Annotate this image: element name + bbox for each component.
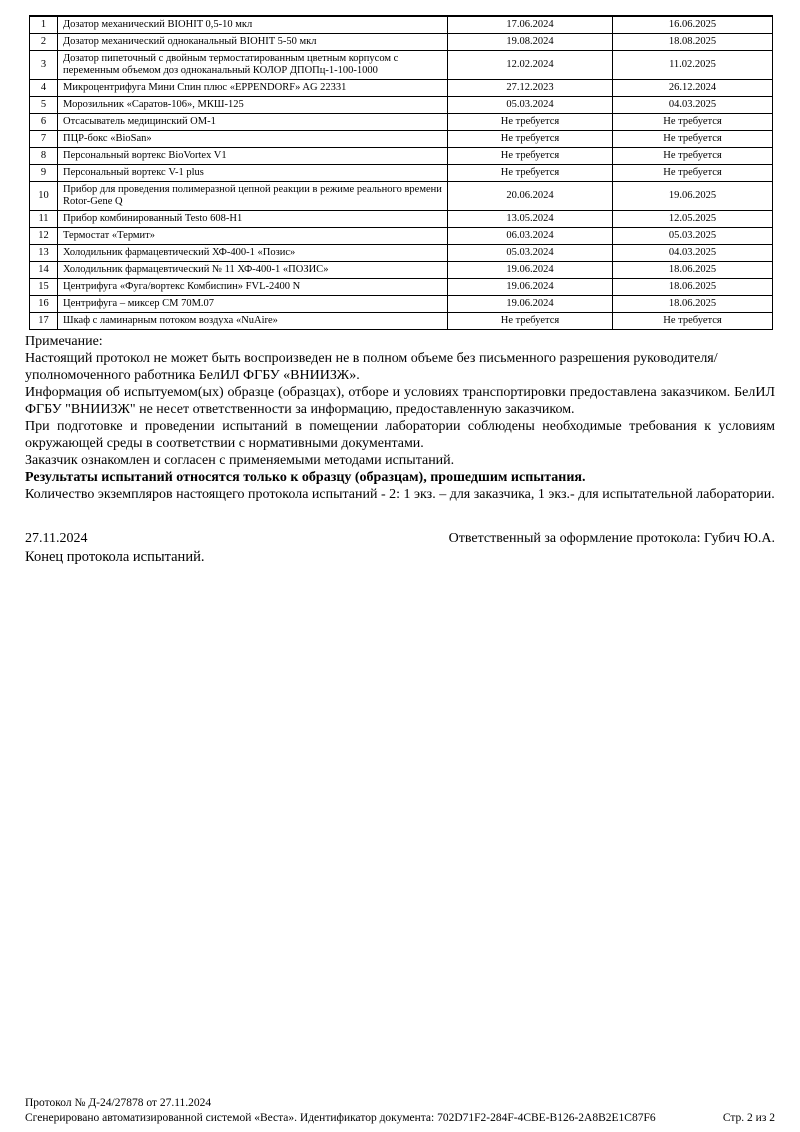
note-paragraph: Заказчик ознакомлен и согласен с применяемыми методами испытаний. xyxy=(25,453,455,468)
verification-date: Не требуется xyxy=(448,131,613,148)
table-row xyxy=(30,114,773,131)
equipment-name: Дозатор механический BIOHIT 0,5-10 мкл xyxy=(58,16,448,34)
row-number: 2 xyxy=(30,34,58,51)
verification-date: Не требуется xyxy=(448,114,613,131)
equipment-name: Холодильник фармацевтический № 11 ХФ-400-1 «ПОЗИС» xyxy=(58,262,448,279)
verification-date: 19.06.2024 xyxy=(448,279,613,296)
note-paragraph: Настоящий протокол не может быть воспроизведен не в полном объеме без письменного разрешения руководителя/уполномоченного работника БелИЛ ФГБУ «ВНИИЗЖ». xyxy=(25,351,718,383)
verification-date: 13.05.2024 xyxy=(448,211,613,228)
equipment-name: Дозатор пипеточный с двойным термостатированным цветным корпусом с переменным объемом доз одноканальный КОЛОР ДПОПц-1-100-1000 xyxy=(58,51,448,80)
verification-valid-until: 18.06.2025 xyxy=(613,296,773,313)
note-paragraph: При подготовке и проведении испытаний в помещении лаборатории соблюдены необходимые требования к условиям окружающей среды в соответствии с нормативными документами. xyxy=(25,419,775,451)
verification-date: 05.03.2024 xyxy=(448,97,613,114)
verification-date: 12.02.2024 xyxy=(448,51,613,80)
row-number: 13 xyxy=(30,245,58,262)
table-row xyxy=(30,296,773,313)
footer-generated-info: Сгенерировано автоматизированной системой «Веста». Идентификатор документа: 702D71F2-284F-4CBE-B126-2A8B2E1C87F6 xyxy=(25,1112,656,1124)
verification-valid-until: Не требуется xyxy=(613,313,773,330)
row-number: 1 xyxy=(30,16,58,34)
table-row xyxy=(30,148,773,165)
verification-valid-until: 18.06.2025 xyxy=(613,279,773,296)
verification-date: Не требуется xyxy=(448,313,613,330)
equipment-name: Шкаф с ламинарным потоком воздуха «NuAire» xyxy=(58,313,448,330)
verification-date: 19.08.2024 xyxy=(448,34,613,51)
verification-valid-until: Не требуется xyxy=(613,131,773,148)
note-paragraph: Информация об испытуемом(ых) образце (образцах), отборе и условиях транспортировки предоставлена заказчиком. БелИЛ ФГБУ "ВНИИЗЖ" не несет ответственности за информацию, предоставленную заказчиком. xyxy=(25,385,775,417)
equipment-name: Отсасыватель медицинский ОМ-1 xyxy=(58,114,448,131)
verification-valid-until: 16.06.2025 xyxy=(613,16,773,34)
note-paragraph: Количество экземпляров настоящего протокола испытаний - 2: 1 экз. – для заказчика, 1 экз.- для испытательной лаборатории. xyxy=(25,487,775,502)
verification-valid-until: 18.06.2025 xyxy=(613,262,773,279)
row-number: 10 xyxy=(30,182,58,211)
equipment-name: Микроцентрифуга Мини Спин плюс «EPPENDORF» AG 22331 xyxy=(58,80,448,97)
equipment-name: Персональный вортекс V-1 plus xyxy=(58,165,448,182)
table-row xyxy=(30,80,773,97)
row-number: 17 xyxy=(30,313,58,330)
equipment-name: Прибор комбинированный Testo 608-H1 xyxy=(58,211,448,228)
table-row xyxy=(30,51,773,80)
verification-date: Не требуется xyxy=(448,165,613,182)
signature-row xyxy=(25,530,775,547)
row-number: 5 xyxy=(30,97,58,114)
equipment-name: Дозатор механический одноканальный BIOHIT 5-50 мкл xyxy=(58,34,448,51)
row-number: 3 xyxy=(30,51,58,80)
row-number: 9 xyxy=(30,165,58,182)
row-number: 7 xyxy=(30,131,58,148)
footer-protocol-number: Протокол № Д-24/27878 от 27.11.2024 xyxy=(25,1097,212,1109)
verification-date: 06.03.2024 xyxy=(448,228,613,245)
table-row xyxy=(30,245,773,262)
verification-date: 19.06.2024 xyxy=(448,262,613,279)
verification-date: 05.03.2024 xyxy=(448,245,613,262)
equipment-name: ПЦР-бокс «BioSan» xyxy=(58,131,448,148)
verification-valid-until: 12.05.2025 xyxy=(613,211,773,228)
end-of-protocol-text: Конец протокола испытаний. xyxy=(25,549,205,565)
row-number: 16 xyxy=(30,296,58,313)
table-row xyxy=(30,165,773,182)
verification-date: 19.06.2024 xyxy=(448,296,613,313)
table-row xyxy=(30,279,773,296)
equipment-name: Прибор для проведения полимеразной цепной реакции в режиме реального времени Rotor-Gene Q xyxy=(58,182,448,211)
equipment-name: Термостат «Термит» xyxy=(58,228,448,245)
verification-valid-until: 19.06.2025 xyxy=(613,182,773,211)
table-row xyxy=(30,131,773,148)
row-number: 11 xyxy=(30,211,58,228)
page-footer xyxy=(25,1096,775,1126)
notes-heading-line: Примечание: xyxy=(25,334,103,349)
row-number: 15 xyxy=(30,279,58,296)
row-number: 8 xyxy=(30,148,58,165)
table-row xyxy=(30,228,773,245)
verification-valid-until: Не требуется xyxy=(613,114,773,131)
signature-date: 27.11.2024 xyxy=(25,531,88,546)
equipment-name: Холодильник фармацевтический ХФ-400-1 «Позис» xyxy=(58,245,448,262)
table-row xyxy=(30,97,773,114)
verification-valid-until: Не требуется xyxy=(613,148,773,165)
notes-section xyxy=(25,333,775,503)
row-number: 4 xyxy=(30,80,58,97)
equipment-name: Морозильник «Саратов-106», МКШ-125 xyxy=(58,97,448,114)
verification-date: 17.06.2024 xyxy=(448,16,613,34)
equipment-table-body xyxy=(30,16,773,330)
verification-valid-until: Не требуется xyxy=(613,165,773,182)
verification-valid-until: 05.03.2025 xyxy=(613,228,773,245)
table-row xyxy=(30,262,773,279)
note-paragraph-results: Результаты испытаний относятся только к образцу (образцам), прошедшим испытания. xyxy=(25,470,586,485)
table-row xyxy=(30,211,773,228)
verification-valid-until: 18.08.2025 xyxy=(613,34,773,51)
verification-valid-until: 04.03.2025 xyxy=(613,245,773,262)
verification-valid-until: 11.02.2025 xyxy=(613,51,773,80)
verification-valid-until: 26.12.2024 xyxy=(613,80,773,97)
row-number: 14 xyxy=(30,262,58,279)
table-row xyxy=(30,182,773,211)
equipment-name: Центрифуга – миксер СМ 70М.07 xyxy=(58,296,448,313)
table-row xyxy=(30,34,773,51)
verification-date: Не требуется xyxy=(448,148,613,165)
table-row xyxy=(30,16,773,34)
verification-date: 20.06.2024 xyxy=(448,182,613,211)
footer-page-number: Стр. 2 из 2 xyxy=(722,1112,775,1124)
row-number: 12 xyxy=(30,228,58,245)
verification-date: 27.12.2023 xyxy=(448,80,613,97)
equipment-table xyxy=(29,15,773,330)
table-row xyxy=(30,313,773,330)
verification-valid-until: 04.03.2025 xyxy=(613,97,773,114)
equipment-name: Персональный вортекс BioVortex V1 xyxy=(58,148,448,165)
signature-responsible: Ответственный за оформление протокола: Губич Ю.А. xyxy=(448,531,775,546)
equipment-name: Центрифуга «Фуга/вортекс Комбиспин» FVL-2400 N xyxy=(58,279,448,296)
row-number: 6 xyxy=(30,114,58,131)
